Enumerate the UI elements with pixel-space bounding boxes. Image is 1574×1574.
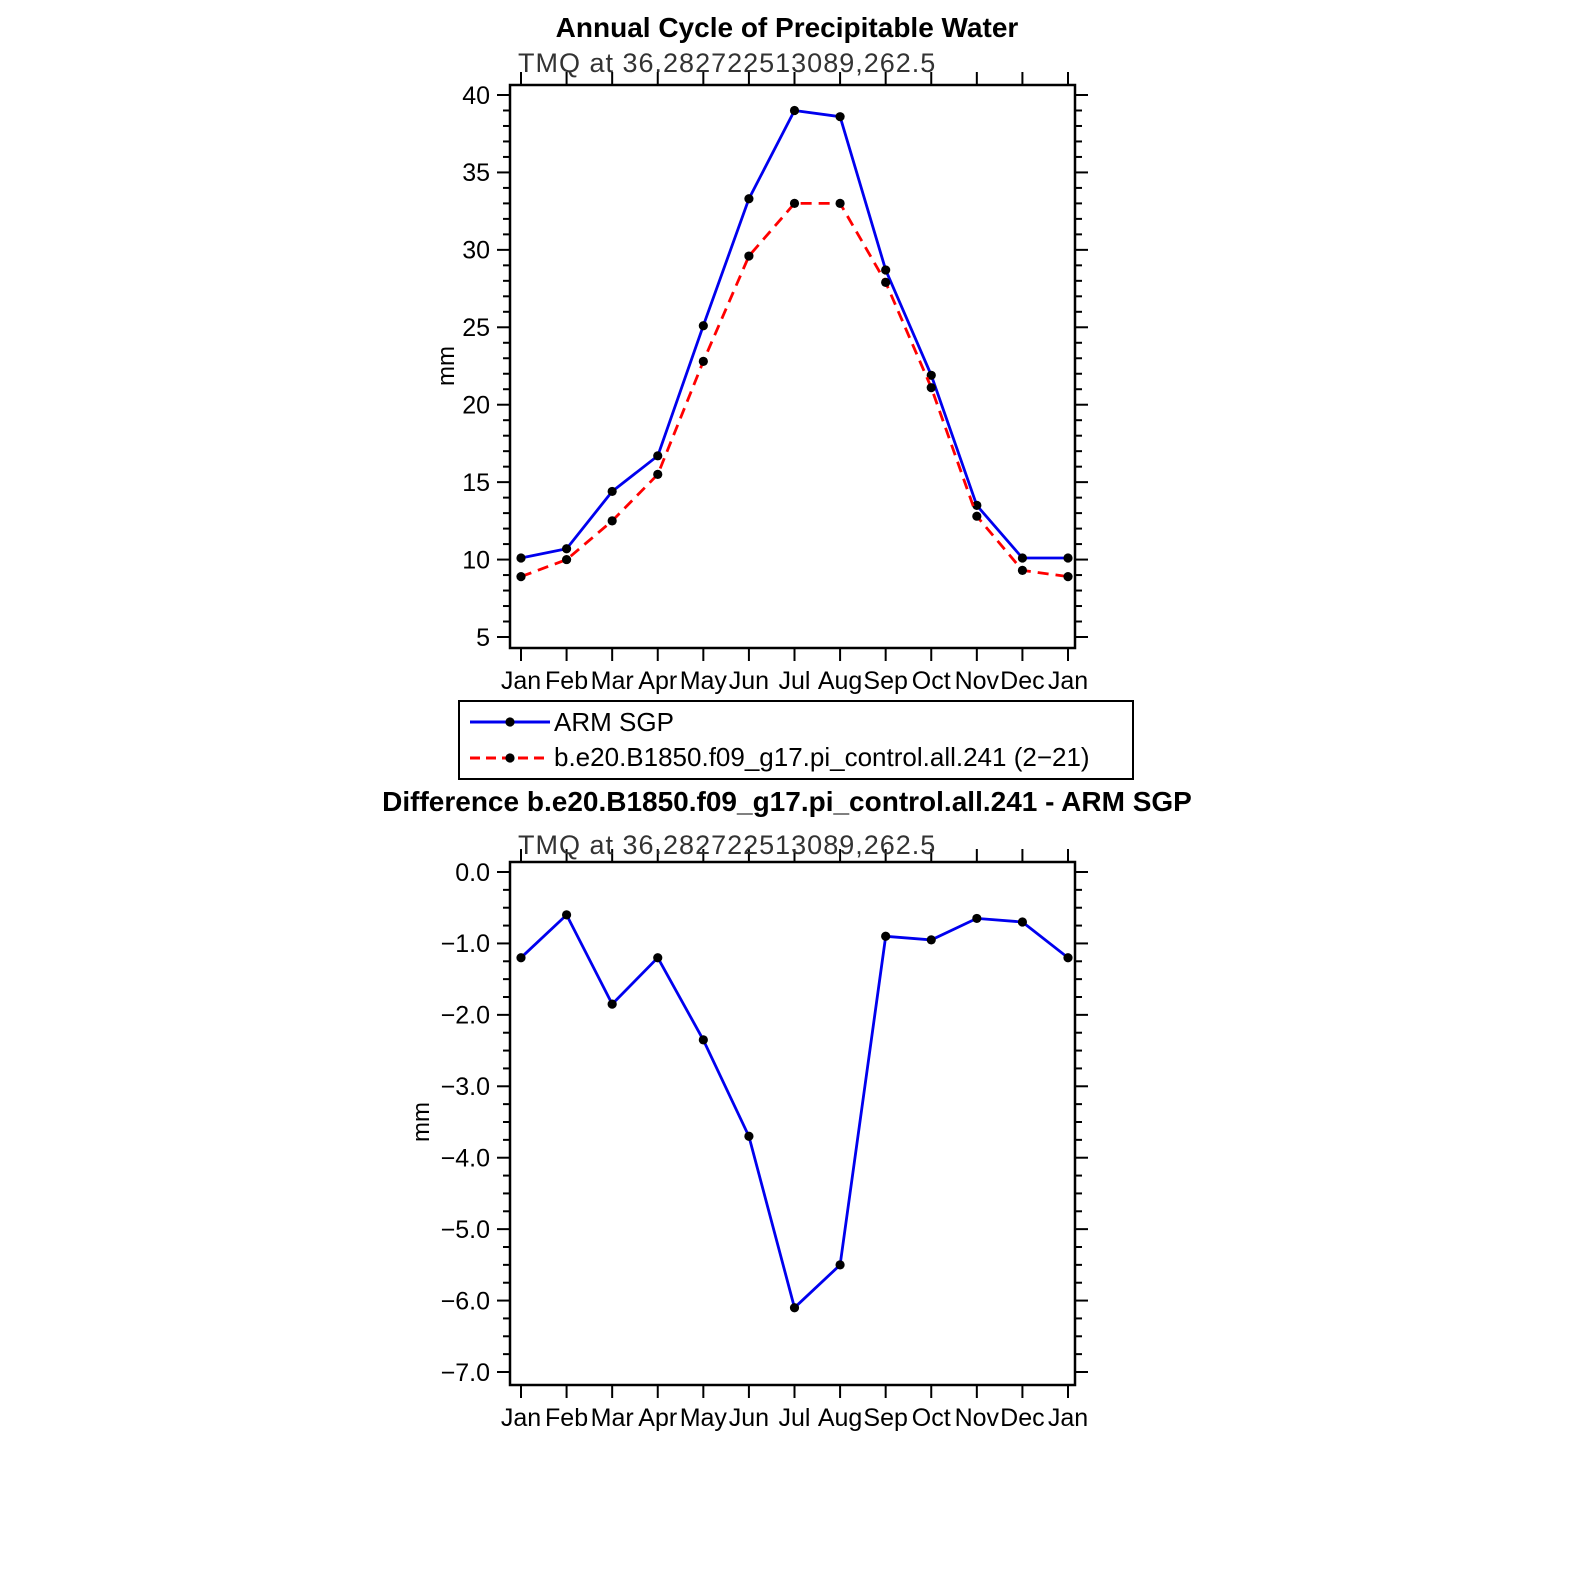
y-tick-label: 40 bbox=[462, 81, 490, 110]
chart2-title: Difference b.e20.B1850.f09_g17.pi_control.all.241 - ARM SGP bbox=[382, 786, 1192, 817]
y-tick-label: 20 bbox=[462, 391, 490, 420]
y-tick-label: 25 bbox=[462, 314, 490, 343]
chart1-subtitle: TMQ at 36.282722513089,262.5 bbox=[518, 48, 937, 78]
data-point bbox=[835, 112, 844, 121]
data-point bbox=[699, 1035, 708, 1044]
data-point bbox=[744, 251, 753, 260]
x-tick-label: Jan bbox=[1047, 1404, 1089, 1432]
data-point bbox=[835, 1260, 844, 1269]
plot-frame bbox=[510, 85, 1075, 648]
x-tick-label: Jun bbox=[728, 1404, 770, 1432]
x-tick-label: Nov bbox=[954, 667, 1000, 695]
x-tick-label: May bbox=[679, 1404, 727, 1432]
data-point bbox=[881, 265, 890, 274]
legend-label-model: b.e20.B1850.f09_g17.pi_control.all.241 (2−21) bbox=[554, 742, 1090, 773]
data-point bbox=[972, 914, 981, 923]
x-tick-label: Oct bbox=[911, 667, 951, 695]
data-point bbox=[835, 199, 844, 208]
data-point bbox=[790, 199, 799, 208]
x-tick-label: Aug bbox=[817, 1404, 863, 1432]
arm-sgp-line-icon bbox=[468, 711, 552, 733]
data-point bbox=[1018, 553, 1027, 562]
x-tick-label: Sep bbox=[863, 1404, 908, 1432]
x-tick-label: Oct bbox=[911, 1404, 951, 1432]
x-tick-label: Jul bbox=[778, 1404, 811, 1432]
x-tick-label: Jul bbox=[778, 667, 811, 695]
y-tick-label: 15 bbox=[462, 468, 490, 497]
y-tick-label: 5 bbox=[476, 623, 490, 652]
legend-entry-model bbox=[468, 741, 1132, 775]
chart2-subtitle: TMQ at 36.282722513089,262.5 bbox=[518, 830, 937, 860]
y-tick-label: −4.0 bbox=[440, 1144, 490, 1173]
x-tick-label: Apr bbox=[638, 1404, 678, 1432]
data-point bbox=[1018, 566, 1027, 575]
x-tick-label: May bbox=[679, 667, 727, 695]
x-tick-label: Jan bbox=[500, 1404, 542, 1432]
y-tick-label: −6.0 bbox=[440, 1287, 490, 1316]
data-point bbox=[744, 194, 753, 203]
data-point bbox=[653, 953, 662, 962]
data-point bbox=[1018, 917, 1027, 926]
series-line-1 bbox=[521, 203, 1068, 576]
data-point bbox=[1063, 553, 1072, 562]
data-point bbox=[699, 357, 708, 366]
x-tick-label: Jan bbox=[1047, 667, 1089, 695]
data-point bbox=[790, 1303, 799, 1312]
data-point bbox=[744, 1132, 753, 1141]
y-tick-label: 10 bbox=[462, 546, 490, 575]
data-point bbox=[562, 544, 571, 553]
x-tick-label: Jun bbox=[728, 667, 770, 695]
x-tick-label: Jan bbox=[500, 667, 542, 695]
legend-entry-arm-sgp bbox=[468, 705, 1132, 739]
data-point bbox=[653, 451, 662, 460]
legend bbox=[458, 700, 1134, 780]
x-tick-label: Dec bbox=[1000, 1404, 1045, 1432]
chart2-y-axis-label: mm bbox=[408, 1102, 435, 1142]
y-tick-label: 35 bbox=[462, 159, 490, 188]
data-point bbox=[516, 553, 525, 562]
series-line-0 bbox=[521, 915, 1068, 1308]
data-point bbox=[881, 278, 890, 287]
data-point bbox=[699, 321, 708, 330]
series-line-0 bbox=[521, 111, 1068, 559]
x-tick-label: Mar bbox=[590, 1404, 634, 1432]
y-tick-label: −2.0 bbox=[440, 1001, 490, 1030]
x-tick-label: Feb bbox=[545, 1404, 589, 1432]
data-point bbox=[608, 1000, 617, 1009]
x-tick-label: Aug bbox=[817, 667, 863, 695]
x-tick-label: Feb bbox=[545, 667, 589, 695]
y-tick-label: −1.0 bbox=[440, 930, 490, 959]
y-tick-label: −3.0 bbox=[440, 1073, 490, 1102]
data-point bbox=[562, 555, 571, 564]
chart1-title: Annual Cycle of Precipitable Water bbox=[555, 12, 1019, 43]
data-point bbox=[653, 470, 662, 479]
y-tick-label: −7.0 bbox=[440, 1358, 490, 1387]
data-point bbox=[516, 953, 525, 962]
data-point bbox=[927, 383, 936, 392]
y-tick-label: 30 bbox=[462, 236, 490, 265]
data-point bbox=[516, 572, 525, 581]
x-tick-label: Sep bbox=[863, 667, 908, 695]
data-point bbox=[608, 516, 617, 525]
x-tick-label: Dec bbox=[1000, 667, 1045, 695]
data-point bbox=[1063, 572, 1072, 581]
data-point bbox=[1063, 953, 1072, 962]
model-dashed-line-icon bbox=[468, 747, 552, 769]
legend-label-arm-sgp: ARM SGP bbox=[554, 706, 674, 737]
data-point bbox=[562, 910, 571, 919]
chart1-y-axis-label: mm bbox=[433, 346, 460, 386]
x-tick-label: Mar bbox=[590, 667, 634, 695]
data-point bbox=[972, 512, 981, 521]
y-tick-label: 0.0 bbox=[455, 858, 490, 887]
data-point bbox=[927, 935, 936, 944]
x-tick-label: Nov bbox=[954, 1404, 1000, 1432]
y-tick-label: −5.0 bbox=[440, 1215, 490, 1244]
data-point bbox=[608, 487, 617, 496]
data-point bbox=[790, 106, 799, 115]
data-point bbox=[881, 932, 890, 941]
x-tick-label: Apr bbox=[638, 667, 678, 695]
